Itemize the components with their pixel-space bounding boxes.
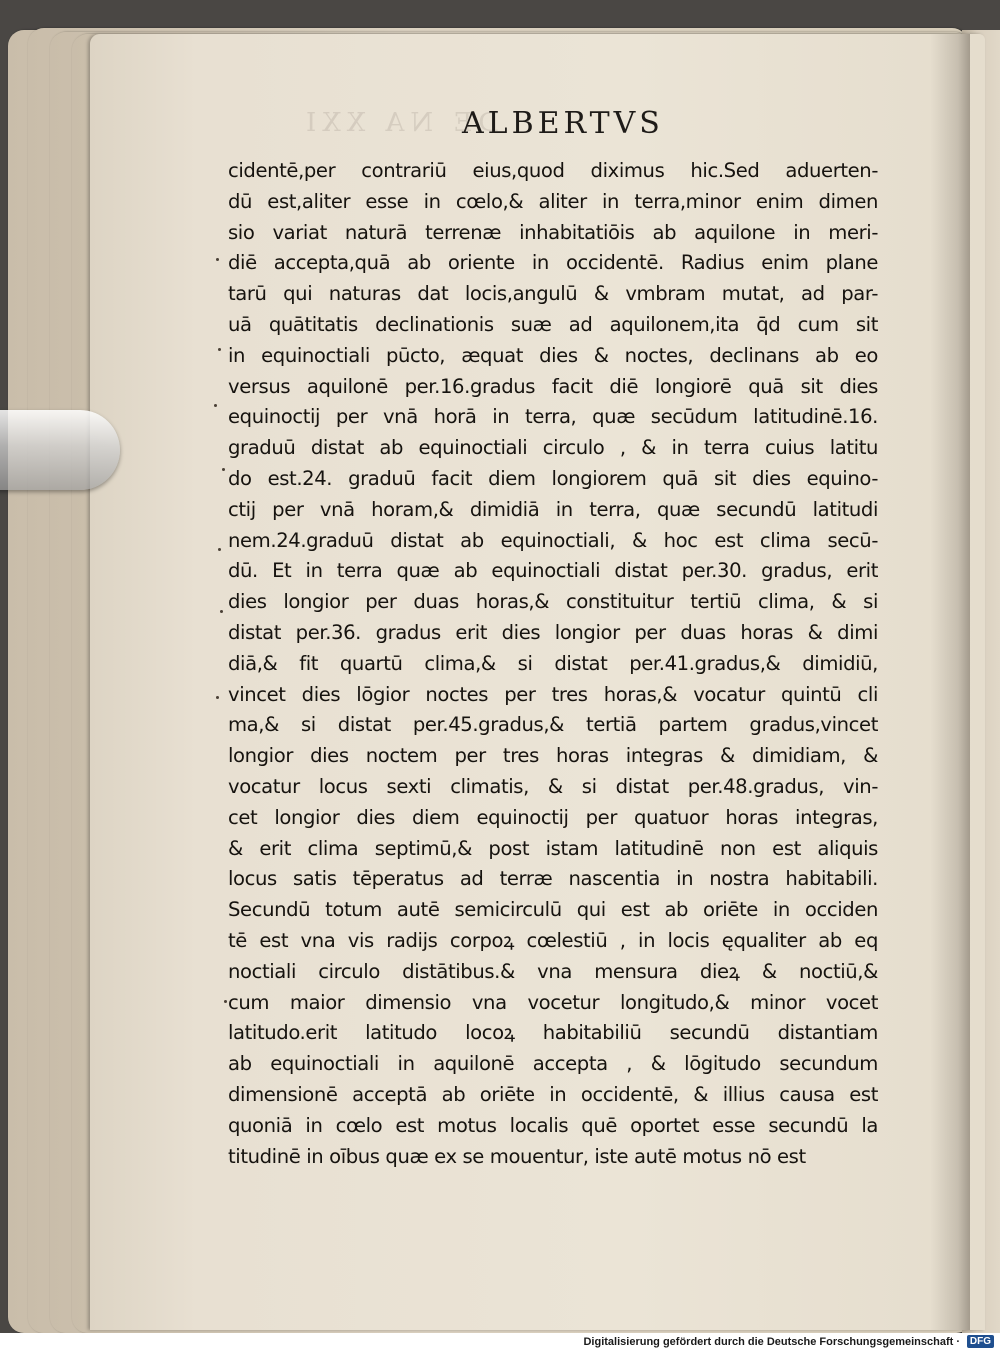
text-line: sio variat naturā terrenæ inhabitatiōis ab aquilone in meri- xyxy=(228,220,878,244)
text-line: dimensionē acceptā ab oriēte in occidentē, & illius causa est xyxy=(228,1082,878,1106)
text-line: graduū distat ab equinoctiali circulo , & in terra cuius latitu xyxy=(228,436,878,460)
text-line: dies longior per duas horas,& constituitur tertiū clima, & si xyxy=(228,590,878,614)
text-line: dū. Et in terra quæ ab equinoctiali distat per.30. gradus, erit xyxy=(228,559,878,583)
margin-dot xyxy=(222,468,225,471)
text-line: noctiali circulo distātibus.& vna mensura dieꝝ & noctiū,& xyxy=(228,959,878,983)
text-line: titudinē in oībus quæ ex se mouentur, iste autē motus nō est xyxy=(228,1144,806,1168)
text-line: vincet dies lōgior noctes per tres horas,& vocatur quintū cli xyxy=(228,682,878,706)
text-line: tarū qui naturas dat locis,angulū & vmbram mutat, ad par- xyxy=(228,282,878,306)
text-line: do est.24. graduū facit diem longiorem quā sit dies equino- xyxy=(228,466,878,490)
text-line: nem.24.graduū distat ab equinoctiali, & hoc est clima secū- xyxy=(228,528,878,552)
glass-page-holder xyxy=(0,410,120,490)
text-line: dū est,aliter esse in cœlo,& aliter in terra,minor enim dimen xyxy=(228,189,878,213)
text-line: ctij per vnā horam,& dimidiā in terra, quæ secundū latitudi xyxy=(228,497,878,521)
text-line: versus aquilonē per.16.gradus facit diē longiorē quā sit dies xyxy=(228,374,878,398)
text-line: tē est vna vis radijs corpoꝝ cœlestiū , in locis ęqualiter ab eq xyxy=(228,928,878,952)
text-line: ab equinoctiali in aquilonē accepta , & lōgitudo secundum xyxy=(228,1052,878,1076)
text-line: cidentē,per contrariū eius,quod diximus hic.Sed aduerten- xyxy=(228,159,878,182)
text-line: locus satis tēperatus ad terræ nascentia in nostra habitabili. xyxy=(228,867,878,891)
margin-dot xyxy=(218,348,221,351)
margin-dot xyxy=(216,258,219,261)
text-line: equinoctij per vnā horā in terra, quæ secūdum latitudinē.16. xyxy=(228,405,878,429)
text-line: quoniā in cœlo est motus localis quē oportet esse secundū la xyxy=(228,1113,878,1137)
digitization-credit: Digitalisierung gefördert durch die Deutsche Forschungsgemeinschaft · xyxy=(583,1336,960,1348)
show-through-text: DE NA XXI xyxy=(300,108,500,138)
page-gutter-shadow xyxy=(930,34,970,1330)
text-line: distat per.36. gradus erit dies longior per duas horas & dimi xyxy=(228,620,878,644)
text-line: Secundū totum autē semicirculū qui est ab oriēte in occiden xyxy=(228,898,878,922)
text-line: diē accepta,quā ab oriente in occidentē. Radius enim plane xyxy=(228,251,878,275)
text-line: uā quātitatis declinationis suæ ad aquilonem,ita q̄d cum sit xyxy=(228,312,878,336)
text-line: in equinoctiali pūcto, æquat dies & noctes, declinans ab eo xyxy=(228,343,878,367)
page-text-block xyxy=(228,156,878,1172)
dfg-logo: DFG xyxy=(967,1335,994,1348)
text-line: longior dies noctem per tres horas integras & dimidiam, & xyxy=(228,744,878,768)
margin-dot xyxy=(224,1000,227,1003)
text-line: ma,& si distat per.45.gradus,& tertiā partem gradus,vincet xyxy=(228,713,878,737)
margin-dot xyxy=(216,696,219,699)
text-line: cum maior dimensio vna vocetur longitudo,& minor vocet xyxy=(228,990,878,1014)
margin-dot xyxy=(214,404,217,407)
margin-dot xyxy=(220,610,223,613)
text-line: vocatur locus sexti climatis, & si distat per.48.gradus, vin- xyxy=(228,774,878,798)
text-line: diā,& fit quartū clima,& si distat per.41.gradus,& dimidiū, xyxy=(228,651,878,675)
margin-dot xyxy=(218,548,221,551)
text-line: cet longior dies diem equinoctij per quatuor horas integras, xyxy=(228,805,878,829)
running-head: ALBERTVS xyxy=(462,106,664,141)
text-line: & erit clima septimū,& post istam latitudinē non est aliquis xyxy=(228,836,878,860)
text-line: latitudo.erit latitudo locoꝝ habitabiliū secundū distantiam xyxy=(228,1021,878,1045)
